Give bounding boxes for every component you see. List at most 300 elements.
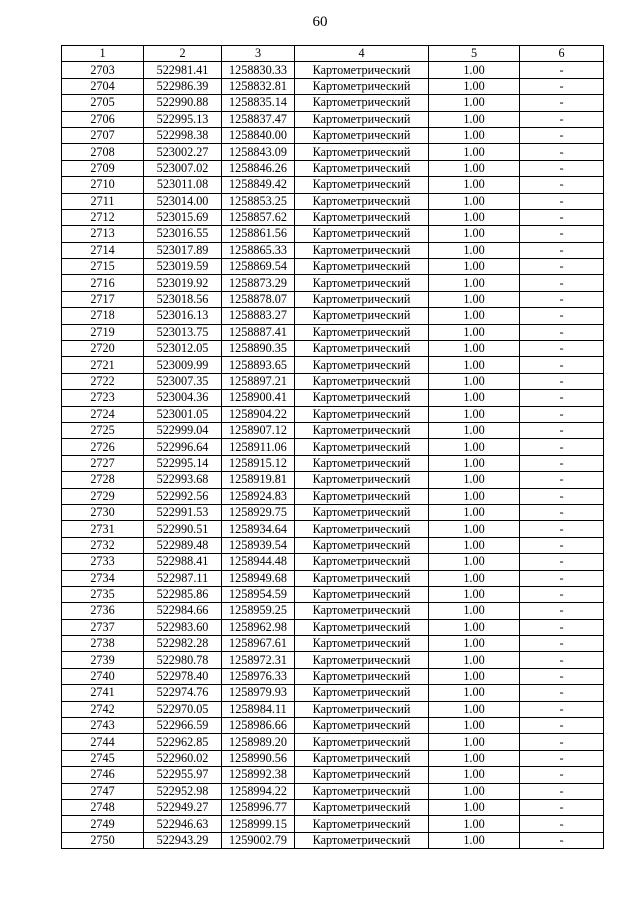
- accuracy-cell: 1.00: [429, 619, 520, 635]
- method-cell: Картометрический: [295, 275, 429, 291]
- method-cell: Картометрический: [295, 291, 429, 307]
- y-coordinate-cell: 1258900.41: [222, 390, 295, 406]
- table-row: [62, 685, 604, 701]
- accuracy-cell: 1.00: [429, 390, 520, 406]
- table-row: [62, 439, 604, 455]
- table-row: [62, 357, 604, 373]
- table-row: [62, 422, 604, 438]
- note-cell: -: [520, 341, 604, 357]
- header-cell-4: 4: [295, 46, 429, 62]
- table-row: [62, 701, 604, 717]
- table-row: [62, 275, 604, 291]
- y-coordinate-cell: 1258967.61: [222, 636, 295, 652]
- x-coordinate-cell: 523007.02: [144, 160, 222, 176]
- accuracy-cell: 1.00: [429, 668, 520, 684]
- accuracy-cell: 1.00: [429, 488, 520, 504]
- table-row: [62, 177, 604, 193]
- method-cell: Картометрический: [295, 701, 429, 717]
- accuracy-cell: 1.00: [429, 586, 520, 602]
- method-cell: Картометрический: [295, 586, 429, 602]
- y-coordinate-cell: 1258911.06: [222, 439, 295, 455]
- point-number-cell: 2728: [62, 472, 144, 488]
- table-row: [62, 226, 604, 242]
- note-cell: -: [520, 734, 604, 750]
- x-coordinate-cell: 522999.04: [144, 422, 222, 438]
- accuracy-cell: 1.00: [429, 144, 520, 160]
- method-cell: Картометрический: [295, 357, 429, 373]
- y-coordinate-cell: 1258837.47: [222, 111, 295, 127]
- method-cell: Картометрический: [295, 422, 429, 438]
- method-cell: Картометрический: [295, 406, 429, 422]
- y-coordinate-cell: 1258992.38: [222, 767, 295, 783]
- accuracy-cell: 1.00: [429, 111, 520, 127]
- method-cell: Картометрический: [295, 144, 429, 160]
- y-coordinate-cell: 1258869.54: [222, 259, 295, 275]
- point-number-cell: 2742: [62, 701, 144, 717]
- x-coordinate-cell: 522974.76: [144, 685, 222, 701]
- note-cell: -: [520, 95, 604, 111]
- point-number-cell: 2744: [62, 734, 144, 750]
- accuracy-cell: 1.00: [429, 127, 520, 143]
- note-cell: -: [520, 832, 604, 848]
- accuracy-cell: 1.00: [429, 832, 520, 848]
- table-row: [62, 160, 604, 176]
- x-coordinate-cell: 522991.53: [144, 504, 222, 520]
- method-cell: Картометрический: [295, 341, 429, 357]
- header-cell-1: 1: [62, 46, 144, 62]
- table-row: [62, 144, 604, 160]
- note-cell: -: [520, 111, 604, 127]
- accuracy-cell: 1.00: [429, 259, 520, 275]
- accuracy-cell: 1.00: [429, 570, 520, 586]
- accuracy-cell: 1.00: [429, 95, 520, 111]
- note-cell: -: [520, 406, 604, 422]
- point-number-cell: 2730: [62, 504, 144, 520]
- coordinates-table: [61, 45, 604, 849]
- point-number-cell: 2710: [62, 177, 144, 193]
- accuracy-cell: 1.00: [429, 750, 520, 766]
- note-cell: -: [520, 62, 604, 78]
- x-coordinate-cell: 522992.56: [144, 488, 222, 504]
- method-cell: Картометрический: [295, 652, 429, 668]
- note-cell: -: [520, 701, 604, 717]
- method-cell: Картометрический: [295, 472, 429, 488]
- table-row: [62, 750, 604, 766]
- note-cell: -: [520, 209, 604, 225]
- point-number-cell: 2729: [62, 488, 144, 504]
- accuracy-cell: 1.00: [429, 160, 520, 176]
- point-number-cell: 2725: [62, 422, 144, 438]
- method-cell: Картометрический: [295, 242, 429, 258]
- note-cell: -: [520, 619, 604, 635]
- y-coordinate-cell: 1258843.09: [222, 144, 295, 160]
- note-cell: -: [520, 472, 604, 488]
- accuracy-cell: 1.00: [429, 422, 520, 438]
- header-cell-5: 5: [429, 46, 520, 62]
- y-coordinate-cell: 1258929.75: [222, 504, 295, 520]
- point-number-cell: 2706: [62, 111, 144, 127]
- accuracy-cell: 1.00: [429, 275, 520, 291]
- accuracy-cell: 1.00: [429, 554, 520, 570]
- note-cell: -: [520, 455, 604, 471]
- accuracy-cell: 1.00: [429, 701, 520, 717]
- y-coordinate-cell: 1258939.54: [222, 537, 295, 553]
- method-cell: Картометрический: [295, 111, 429, 127]
- method-cell: Картометрический: [295, 603, 429, 619]
- accuracy-cell: 1.00: [429, 455, 520, 471]
- y-coordinate-cell: 1258976.33: [222, 668, 295, 684]
- y-coordinate-cell: 1258840.00: [222, 127, 295, 143]
- method-cell: Картометрический: [295, 832, 429, 848]
- point-number-cell: 2746: [62, 767, 144, 783]
- accuracy-cell: 1.00: [429, 636, 520, 652]
- y-coordinate-cell: 1259002.79: [222, 832, 295, 848]
- x-coordinate-cell: 522952.98: [144, 783, 222, 799]
- table-row: [62, 95, 604, 111]
- x-coordinate-cell: 522996.64: [144, 439, 222, 455]
- table-row: [62, 504, 604, 520]
- method-cell: Картометрический: [295, 619, 429, 635]
- x-coordinate-cell: 522984.66: [144, 603, 222, 619]
- accuracy-cell: 1.00: [429, 685, 520, 701]
- point-number-cell: 2723: [62, 390, 144, 406]
- y-coordinate-cell: 1258832.81: [222, 78, 295, 94]
- point-number-cell: 2731: [62, 521, 144, 537]
- method-cell: Картометрический: [295, 455, 429, 471]
- table-row: [62, 652, 604, 668]
- point-number-cell: 2722: [62, 373, 144, 389]
- x-coordinate-cell: 523013.75: [144, 324, 222, 340]
- header-cell-2: 2: [144, 46, 222, 62]
- y-coordinate-cell: 1258924.83: [222, 488, 295, 504]
- y-coordinate-cell: 1258990.56: [222, 750, 295, 766]
- y-coordinate-cell: 1258999.15: [222, 816, 295, 832]
- accuracy-cell: 1.00: [429, 62, 520, 78]
- point-number-cell: 2745: [62, 750, 144, 766]
- x-coordinate-cell: 522970.05: [144, 701, 222, 717]
- point-number-cell: 2734: [62, 570, 144, 586]
- y-coordinate-cell: 1258887.41: [222, 324, 295, 340]
- method-cell: Картометрический: [295, 521, 429, 537]
- table-row: [62, 570, 604, 586]
- accuracy-cell: 1.00: [429, 439, 520, 455]
- method-cell: Картометрический: [295, 177, 429, 193]
- x-coordinate-cell: 523018.56: [144, 291, 222, 307]
- table-row: [62, 455, 604, 471]
- point-number-cell: 2743: [62, 718, 144, 734]
- x-coordinate-cell: 523016.13: [144, 308, 222, 324]
- point-number-cell: 2714: [62, 242, 144, 258]
- y-coordinate-cell: 1258996.77: [222, 799, 295, 815]
- table-row: [62, 537, 604, 553]
- point-number-cell: 2720: [62, 341, 144, 357]
- x-coordinate-cell: 522990.51: [144, 521, 222, 537]
- point-number-cell: 2736: [62, 603, 144, 619]
- x-coordinate-cell: 523007.35: [144, 373, 222, 389]
- method-cell: Картометрический: [295, 783, 429, 799]
- point-number-cell: 2726: [62, 439, 144, 455]
- x-coordinate-cell: 522955.97: [144, 767, 222, 783]
- table-row: [62, 62, 604, 78]
- table-row: [62, 554, 604, 570]
- x-coordinate-cell: 522949.27: [144, 799, 222, 815]
- y-coordinate-cell: 1258883.27: [222, 308, 295, 324]
- note-cell: -: [520, 603, 604, 619]
- point-number-cell: 2712: [62, 209, 144, 225]
- method-cell: Картометрический: [295, 636, 429, 652]
- point-number-cell: 2717: [62, 291, 144, 307]
- y-coordinate-cell: 1258962.98: [222, 619, 295, 635]
- point-number-cell: 2732: [62, 537, 144, 553]
- note-cell: -: [520, 291, 604, 307]
- accuracy-cell: 1.00: [429, 603, 520, 619]
- point-number-cell: 2740: [62, 668, 144, 684]
- x-coordinate-cell: 522998.38: [144, 127, 222, 143]
- method-cell: Картометрический: [295, 308, 429, 324]
- table-row: [62, 242, 604, 258]
- table-row: [62, 406, 604, 422]
- point-number-cell: 2724: [62, 406, 144, 422]
- method-cell: Картометрический: [295, 685, 429, 701]
- note-cell: -: [520, 537, 604, 553]
- table-row: [62, 472, 604, 488]
- x-coordinate-cell: 523019.59: [144, 259, 222, 275]
- x-coordinate-cell: 523015.69: [144, 209, 222, 225]
- note-cell: -: [520, 586, 604, 602]
- note-cell: -: [520, 275, 604, 291]
- y-coordinate-cell: 1258878.07: [222, 291, 295, 307]
- x-coordinate-cell: 522962.85: [144, 734, 222, 750]
- x-coordinate-cell: 522990.88: [144, 95, 222, 111]
- accuracy-cell: 1.00: [429, 226, 520, 242]
- method-cell: Картометрический: [295, 537, 429, 553]
- point-number-cell: 2727: [62, 455, 144, 471]
- page-number: 60: [312, 14, 328, 30]
- note-cell: -: [520, 767, 604, 783]
- note-cell: -: [520, 816, 604, 832]
- accuracy-cell: 1.00: [429, 718, 520, 734]
- accuracy-cell: 1.00: [429, 193, 520, 209]
- method-cell: Картометрический: [295, 799, 429, 815]
- point-number-cell: 2711: [62, 193, 144, 209]
- y-coordinate-cell: 1258853.25: [222, 193, 295, 209]
- accuracy-cell: 1.00: [429, 406, 520, 422]
- method-cell: Картометрический: [295, 373, 429, 389]
- note-cell: -: [520, 750, 604, 766]
- table-row: [62, 734, 604, 750]
- point-number-cell: 2739: [62, 652, 144, 668]
- note-cell: -: [520, 685, 604, 701]
- note-cell: -: [520, 718, 604, 734]
- method-cell: Картометрический: [295, 390, 429, 406]
- x-coordinate-cell: 523017.89: [144, 242, 222, 258]
- table-row: [62, 209, 604, 225]
- note-cell: -: [520, 570, 604, 586]
- accuracy-cell: 1.00: [429, 504, 520, 520]
- point-number-cell: 2704: [62, 78, 144, 94]
- method-cell: Картометрический: [295, 439, 429, 455]
- x-coordinate-cell: 523014.00: [144, 193, 222, 209]
- accuracy-cell: 1.00: [429, 767, 520, 783]
- accuracy-cell: 1.00: [429, 78, 520, 94]
- method-cell: Картометрический: [295, 816, 429, 832]
- method-cell: Картометрический: [295, 259, 429, 275]
- accuracy-cell: 1.00: [429, 357, 520, 373]
- header-row: [62, 46, 604, 62]
- table-row: [62, 341, 604, 357]
- x-coordinate-cell: 522981.41: [144, 62, 222, 78]
- accuracy-cell: 1.00: [429, 341, 520, 357]
- method-cell: Картометрический: [295, 160, 429, 176]
- point-number-cell: 2749: [62, 816, 144, 832]
- note-cell: -: [520, 177, 604, 193]
- point-number-cell: 2721: [62, 357, 144, 373]
- note-cell: -: [520, 226, 604, 242]
- y-coordinate-cell: 1258861.56: [222, 226, 295, 242]
- note-cell: -: [520, 127, 604, 143]
- table-row: [62, 767, 604, 783]
- x-coordinate-cell: 522995.13: [144, 111, 222, 127]
- note-cell: -: [520, 390, 604, 406]
- method-cell: Картометрический: [295, 554, 429, 570]
- point-number-cell: 2718: [62, 308, 144, 324]
- table-row: [62, 832, 604, 848]
- point-number-cell: 2747: [62, 783, 144, 799]
- point-number-cell: 2741: [62, 685, 144, 701]
- table-row: [62, 603, 604, 619]
- accuracy-cell: 1.00: [429, 734, 520, 750]
- accuracy-cell: 1.00: [429, 177, 520, 193]
- method-cell: Картометрический: [295, 488, 429, 504]
- note-cell: -: [520, 193, 604, 209]
- y-coordinate-cell: 1258897.21: [222, 373, 295, 389]
- method-cell: Картометрический: [295, 62, 429, 78]
- accuracy-cell: 1.00: [429, 652, 520, 668]
- method-cell: Картометрический: [295, 767, 429, 783]
- table-row: [62, 291, 604, 307]
- y-coordinate-cell: 1258986.66: [222, 718, 295, 734]
- point-number-cell: 2708: [62, 144, 144, 160]
- y-coordinate-cell: 1258904.22: [222, 406, 295, 422]
- point-number-cell: 2705: [62, 95, 144, 111]
- x-coordinate-cell: 522993.68: [144, 472, 222, 488]
- x-coordinate-cell: 523019.92: [144, 275, 222, 291]
- table-body: [62, 62, 604, 849]
- x-coordinate-cell: 523004.36: [144, 390, 222, 406]
- table-row: [62, 816, 604, 832]
- point-number-cell: 2716: [62, 275, 144, 291]
- note-cell: -: [520, 504, 604, 520]
- point-number-cell: 2715: [62, 259, 144, 275]
- x-coordinate-cell: 522989.48: [144, 537, 222, 553]
- note-cell: -: [520, 439, 604, 455]
- table-row: [62, 373, 604, 389]
- note-cell: -: [520, 636, 604, 652]
- table-row: [62, 390, 604, 406]
- accuracy-cell: 1.00: [429, 373, 520, 389]
- y-coordinate-cell: 1258989.20: [222, 734, 295, 750]
- method-cell: Картометрический: [295, 324, 429, 340]
- accuracy-cell: 1.00: [429, 308, 520, 324]
- note-cell: -: [520, 259, 604, 275]
- accuracy-cell: 1.00: [429, 472, 520, 488]
- y-coordinate-cell: 1258944.48: [222, 554, 295, 570]
- y-coordinate-cell: 1258979.93: [222, 685, 295, 701]
- y-coordinate-cell: 1258893.65: [222, 357, 295, 373]
- table-row: [62, 324, 604, 340]
- note-cell: -: [520, 373, 604, 389]
- header-cell-3: 3: [222, 46, 295, 62]
- y-coordinate-cell: 1258954.59: [222, 586, 295, 602]
- point-number-cell: 2733: [62, 554, 144, 570]
- accuracy-cell: 1.00: [429, 783, 520, 799]
- table-row: [62, 308, 604, 324]
- point-number-cell: 2703: [62, 62, 144, 78]
- table-row: [62, 668, 604, 684]
- table-row: [62, 718, 604, 734]
- table-row: [62, 586, 604, 602]
- accuracy-cell: 1.00: [429, 242, 520, 258]
- note-cell: -: [520, 242, 604, 258]
- accuracy-cell: 1.00: [429, 816, 520, 832]
- x-coordinate-cell: 522982.28: [144, 636, 222, 652]
- y-coordinate-cell: 1258949.68: [222, 570, 295, 586]
- y-coordinate-cell: 1258919.81: [222, 472, 295, 488]
- x-coordinate-cell: 522946.63: [144, 816, 222, 832]
- x-coordinate-cell: 523016.55: [144, 226, 222, 242]
- x-coordinate-cell: 523011.08: [144, 177, 222, 193]
- x-coordinate-cell: 522995.14: [144, 455, 222, 471]
- method-cell: Картометрический: [295, 127, 429, 143]
- note-cell: -: [520, 554, 604, 570]
- table-row: [62, 488, 604, 504]
- point-number-cell: 2737: [62, 619, 144, 635]
- point-number-cell: 2750: [62, 832, 144, 848]
- note-cell: -: [520, 78, 604, 94]
- y-coordinate-cell: 1258830.33: [222, 62, 295, 78]
- accuracy-cell: 1.00: [429, 537, 520, 553]
- method-cell: Картометрический: [295, 718, 429, 734]
- table-header: [62, 46, 604, 62]
- point-number-cell: 2709: [62, 160, 144, 176]
- note-cell: -: [520, 652, 604, 668]
- note-cell: -: [520, 783, 604, 799]
- y-coordinate-cell: 1258994.22: [222, 783, 295, 799]
- table-row: [62, 111, 604, 127]
- method-cell: Картометрический: [295, 226, 429, 242]
- x-coordinate-cell: 522966.59: [144, 718, 222, 734]
- table-row: [62, 193, 604, 209]
- note-cell: -: [520, 308, 604, 324]
- x-coordinate-cell: 522988.41: [144, 554, 222, 570]
- table-row: [62, 783, 604, 799]
- accuracy-cell: 1.00: [429, 799, 520, 815]
- y-coordinate-cell: 1258972.31: [222, 652, 295, 668]
- method-cell: Картометрический: [295, 750, 429, 766]
- header-cell-6: 6: [520, 46, 604, 62]
- note-cell: -: [520, 668, 604, 684]
- y-coordinate-cell: 1258849.42: [222, 177, 295, 193]
- x-coordinate-cell: 523001.05: [144, 406, 222, 422]
- note-cell: -: [520, 357, 604, 373]
- y-coordinate-cell: 1258984.11: [222, 701, 295, 717]
- table-row: [62, 259, 604, 275]
- table-row: [62, 636, 604, 652]
- point-number-cell: 2707: [62, 127, 144, 143]
- x-coordinate-cell: 523012.05: [144, 341, 222, 357]
- y-coordinate-cell: 1258915.12: [222, 455, 295, 471]
- x-coordinate-cell: 522987.11: [144, 570, 222, 586]
